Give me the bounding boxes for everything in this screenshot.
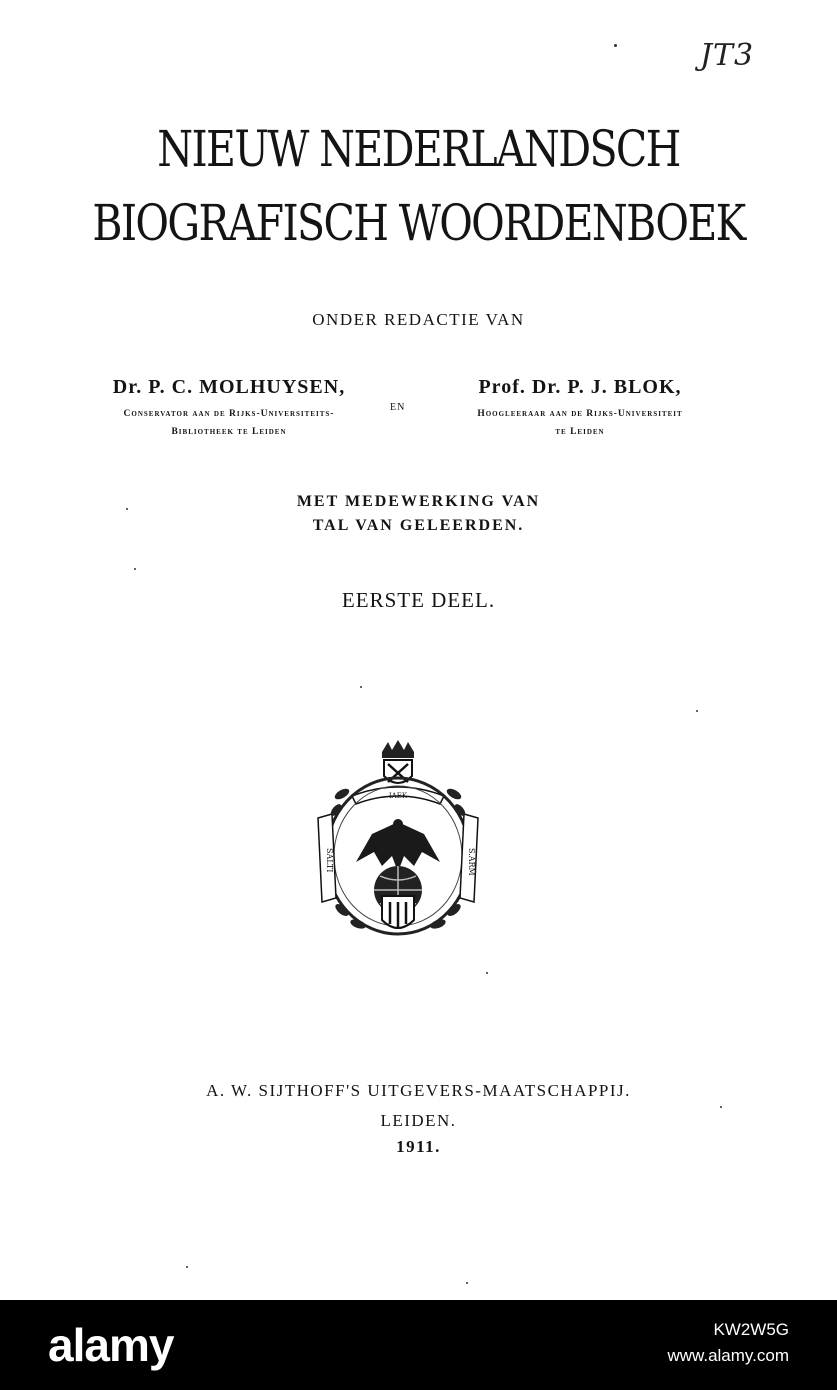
- volume-label: EERSTE DEEL.: [341, 588, 496, 612]
- editor-left-role-1: Conservator aan de Rijks-Universiteits-: [123, 409, 335, 419]
- editor-right-role-1: Hoogleeraar aan de Rijks-Universiteit: [477, 409, 683, 419]
- title-line-2-wrapper: [0, 194, 837, 252]
- handwritten-shelf-mark: JT3: [700, 38, 755, 73]
- publisher-name: A. W. SIJTHOFF'S UITGEVERS-MAATSCHAPPIJ.: [206, 1081, 631, 1100]
- editor-right: [440, 376, 720, 441]
- publisher-emblem-icon: [312, 738, 484, 942]
- scan-speck: [466, 1282, 468, 1284]
- collaboration-line-1: MET MEDEWERKING VAN: [296, 493, 541, 510]
- editor-right-name: Prof. Dr. P. J. BLOK,: [478, 376, 682, 398]
- scan-speck: [134, 568, 136, 570]
- publication-year: 1911.: [396, 1137, 441, 1156]
- watermark-bar: [0, 1300, 837, 1390]
- title-line-2: BIOGRAFISCH WOORDENBOEK: [92, 194, 745, 252]
- publisher-city: LEIDEN.: [380, 1111, 457, 1130]
- collaboration-line-2: TAL VAN GELEERDEN.: [312, 517, 525, 534]
- site-url: www.alamy.com: [667, 1346, 789, 1365]
- scan-speck: [696, 710, 698, 712]
- conjunction: EN: [390, 402, 406, 413]
- emblem-top-ribbon: IAEK: [388, 792, 408, 800]
- editor-left: [84, 376, 374, 441]
- alamy-logo: alamy: [48, 1319, 174, 1371]
- scan-speck: [186, 1266, 188, 1268]
- editorship-label: ONDER REDACTIE VAN: [312, 310, 525, 329]
- title-line-1-wrapper: [0, 120, 837, 178]
- editor-right-role-2: te Leiden: [555, 427, 605, 437]
- stock-id: KW2W5G: [713, 1320, 789, 1339]
- editor-left-name: Dr. P. C. MOLHUYSEN,: [112, 376, 346, 398]
- emblem-left-ribbon: SALTI: [325, 848, 334, 873]
- scan-speck: [360, 686, 362, 688]
- emblem-right-ribbon: S.ARM: [467, 848, 476, 876]
- editor-left-role-2: Bibliotheek te Leiden: [171, 427, 287, 437]
- scan-speck: [614, 44, 617, 47]
- scan-speck: [126, 508, 128, 510]
- scan-speck: [486, 972, 488, 974]
- scan-speck: [720, 1106, 722, 1108]
- title-line-1: NIEUW NEDERLANDSCH: [157, 120, 680, 178]
